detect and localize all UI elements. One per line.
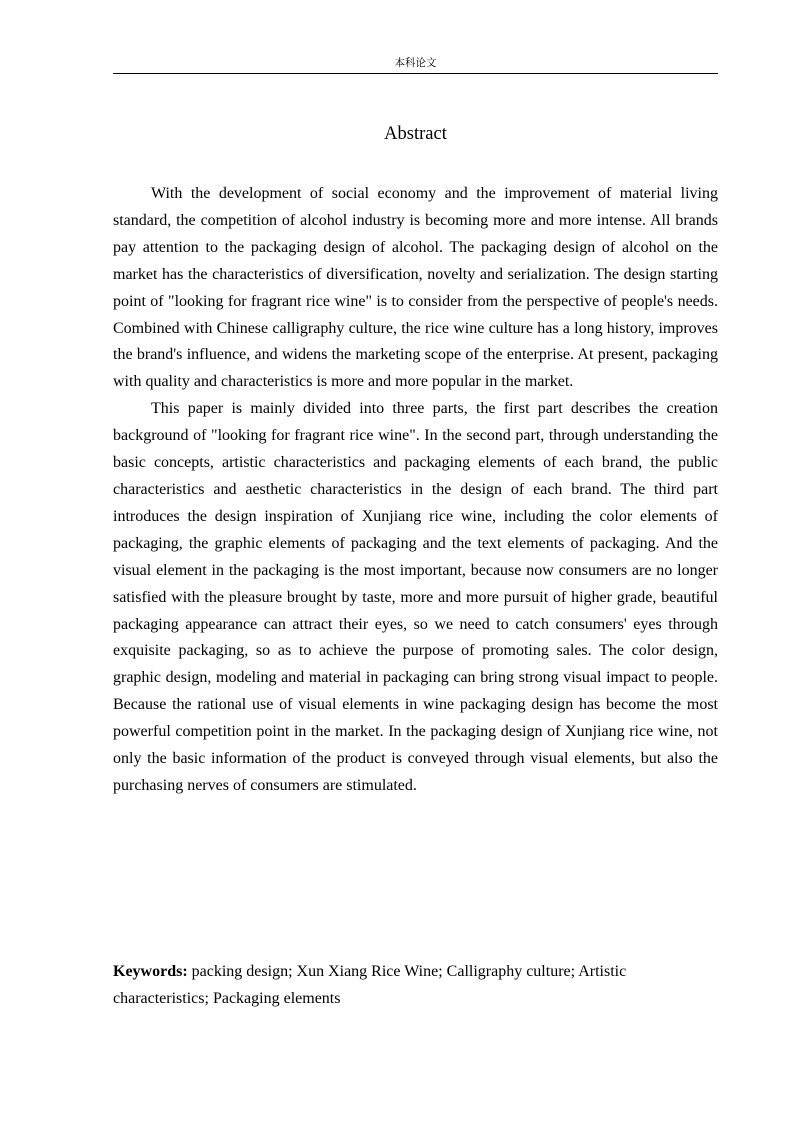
keywords-label: Keywords:: [113, 963, 188, 980]
abstract-body: [113, 181, 718, 800]
abstract-paragraph-1: With the development of social economy and the improvement of material living standard, the competition of alcohol industry is becoming more and more intense. All brands pay attention to the packaging design of alcohol. The packaging design of alcohol on the market has the characteristics of diversification, novelty and serialization. The design starting point of "looking for fragrant rice wine" is to consider from the perspective of people's needs. Combined with Chinese calligraphy culture, the rice wine culture has a long history, improves the brand's influence, and widens the marketing scope of the enterprise. At present, packaging with quality and characteristics is more and more popular in the market.: [113, 185, 718, 391]
running-header: 本科论文: [394, 57, 437, 69]
header-divider: [113, 73, 718, 74]
abstract-title: Abstract: [384, 124, 447, 144]
abstract-paragraph-2: This paper is mainly divided into three parts, the first part describes the creation background of "looking for fragrant rice wine". In the second part, through understanding the basic concepts, artistic characteristics and packaging elements of each brand, the public characteristics and aesthetic characteristics in the design of each brand. The third part introduces the design inspiration of Xunjiang rice wine, including the color elements of packaging, the graphic elements of packaging and the text elements of packaging. And the visual element in the packaging is the most important, because now consumers are no longer satisfied with the pleasure brought by taste, more and more pursuit of higher grade, beautiful packaging appearance can attract their eyes, so we need to catch consumers' eyes through exquisite packaging, so as to achieve the purpose of promoting sales. The color design, graphic design, modeling and material in packaging can bring strong visual impact to people. Because the rational use of visual elements in wine packaging design has become the most powerful competition point in the market. In the packaging design of Xunjiang rice wine, not only the basic information of the product is conveyed through visual elements, but also the purchasing nerves of consumers are stimulated.: [113, 400, 718, 794]
keywords-text: packing design; Xun Xiang Rice Wine; Calligraphy culture; Artistic characteristics; Packaging elements: [113, 963, 627, 1007]
keywords-line: [113, 958, 718, 1012]
